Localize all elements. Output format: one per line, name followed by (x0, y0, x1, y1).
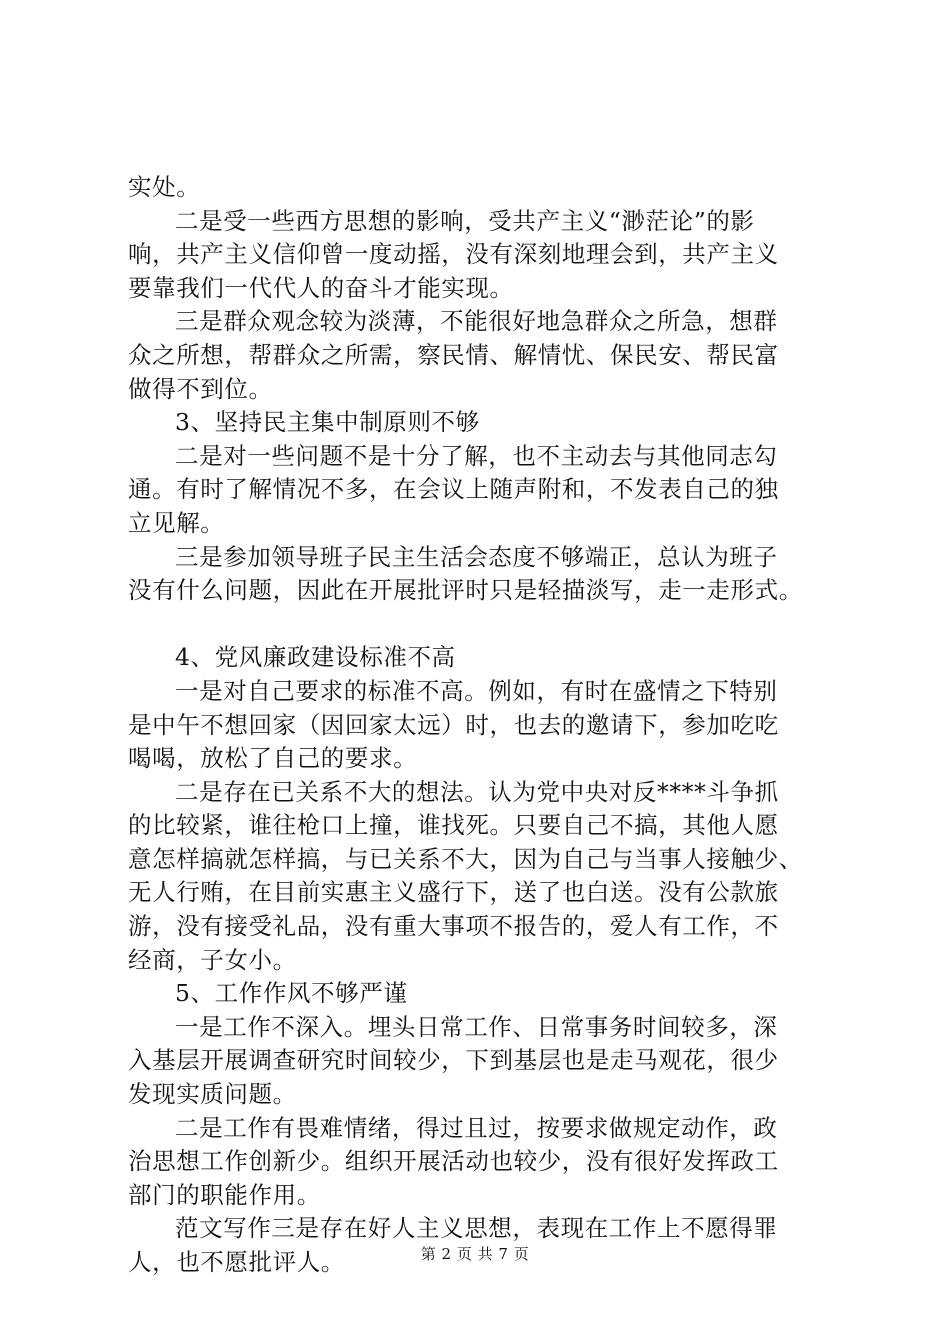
paragraph-line: 二是对一些问题不是十分了解，也不主动去与其他同志勾 (175, 441, 778, 470)
paragraph-line: 治思想工作创新少。组织开展活动也较少，没有很好发挥政工 (128, 1147, 779, 1176)
paragraph-line: 二是存在已关系不大的想法。认为党中央对反****斗争抓 (175, 777, 779, 806)
paragraph-line: 二是工作有畏难情绪，得过且过，按要求做规定动作，政 (175, 1113, 778, 1142)
paragraph-line: 三是群众观念较为淡薄，不能很好地急群众之所急，想群 (175, 307, 778, 336)
paragraph-line: 做得不到位。 (128, 374, 273, 403)
paragraph-line: 5、工作作风不够严谨 (175, 979, 408, 1008)
paragraph-line: 一是对自己要求的标准不高。例如，有时在盛情之下特别 (175, 676, 778, 705)
paragraph-line: 没有什么问题，因此在开展批评时只是轻描淡写，走一走形式。 (128, 576, 803, 605)
page-footer: 第 2 页 共 7 页 (420, 1245, 530, 1263)
paragraph-line: 4、党风廉政建设标准不高 (175, 643, 456, 672)
paragraph-line: 意怎样搞就怎样搞，与已关系不大，因为自己与当事人接触少、 (128, 844, 803, 873)
paragraph-line: 是中午不想回家（因回家太远）时，也去的邀请下，参加吃吃 (128, 710, 779, 739)
paragraph-line: 三是参加领导班子民主生活会态度不够端正，总认为班子 (175, 542, 778, 571)
paragraph-line: 经商，子女小。 (128, 945, 297, 974)
paragraph-line: 二是受一些西方思想的影响，受共产主义“渺茫论”的影 (175, 206, 755, 235)
paragraph-line: 通。有时了解情况不多，在会议上随声附和，不发表自己的独 (128, 475, 779, 504)
paragraph-line: 要靠我们一代代人的奋斗才能实现。 (128, 273, 514, 302)
paragraph-line: 一是工作不深入。埋头日常工作、日常事务时间较多，深 (175, 1012, 778, 1041)
paragraph-line: 众之所想，帮群众之所需，察民情、解情忧、保民安、帮民富 (128, 340, 779, 369)
paragraph-line: 入基层开展调查研究时间较少，下到基层也是走马观花，很少 (128, 1046, 779, 1075)
paragraph-line: 部门的职能作用。 (128, 1180, 321, 1209)
paragraph-line: 游，没有接受礼品，没有重大事项不报告的，爱人有工作，不 (128, 912, 779, 941)
paragraph-line: 的比较紧，谁往枪口上撞，谁找死。只要自己不搞，其他人愿 (128, 811, 779, 840)
paragraph-line: 发现实质问题。 (128, 1080, 297, 1109)
blank-line (128, 608, 838, 642)
paragraph-line: 无人行贿，在目前实惠主义盛行下，送了也白送。没有公款旅 (128, 878, 779, 907)
paragraph-line: 范文写作三是存在好人主义思想，表现在工作上不愿得罪 (175, 1214, 778, 1243)
paragraph-line: 实处。 (128, 173, 201, 201)
paragraph-line: 人，也不愿批评人。 (128, 1248, 345, 1276)
document-body (128, 171, 838, 1280)
paragraph-line: 响，共产主义信仰曾一度动摇，没有深刻地理会到，共产主义 (128, 240, 779, 269)
paragraph-line: 立见解。 (128, 508, 225, 537)
paragraph-line: 3、坚持民主集中制原则不够 (175, 408, 480, 437)
paragraph-line: 喝喝，放松了自己的要求。 (128, 744, 418, 773)
